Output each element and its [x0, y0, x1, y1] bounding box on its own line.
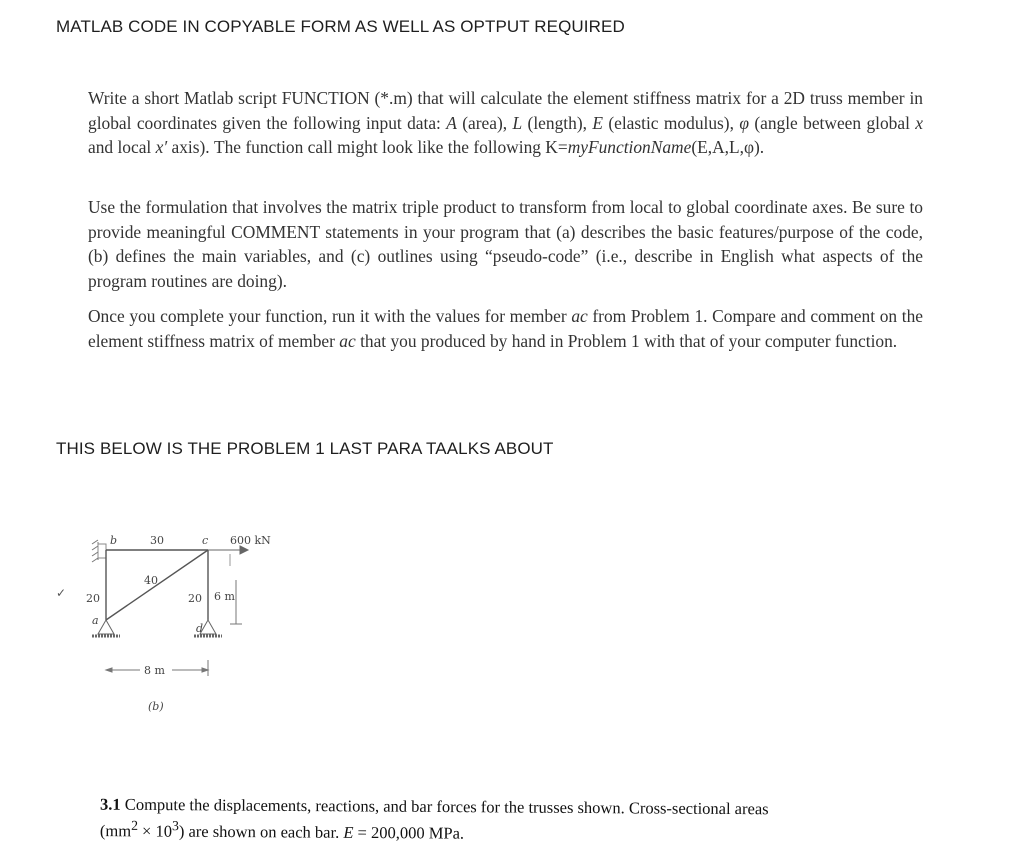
node-b-label: b: [110, 534, 118, 547]
paragraph-3: [88, 304, 923, 353]
p1-var-l: L: [512, 112, 523, 133]
figure-b-label: (b): [148, 700, 164, 713]
problem-heading: THIS BELOW IS THE PROBLEM 1 LAST PARA TAALKS ABOUT: [56, 439, 554, 458]
p1-var-a: A: [446, 112, 457, 133]
p1-var-x: x: [915, 112, 924, 133]
p1-function-name: myFunctionName: [567, 137, 692, 157]
p1-text-d: (elastic modulus),: [602, 112, 740, 133]
truss-figure: [62, 520, 320, 720]
p3-member-ac-2: ac: [339, 330, 356, 351]
p1-text-a: Write a short Matlab script FUNCTION (*.m) that will calculate the element stiffness matrix for a 2D truss member in global coordinates given the following input data:: [88, 88, 923, 133]
p1-text-g: axis). The function call might look like the following K=: [167, 137, 568, 157]
p1-text-e: (angle between global: [748, 112, 916, 133]
p3-text-c: that you produced by hand in Problem 1 with that of your computer function.: [355, 330, 898, 351]
caption-text-a: Compute the displacements, reactions, and bar forces for the trusses shown. Cross-sectional areas (mm: [99, 794, 769, 841]
width-label: 8 m: [144, 664, 165, 677]
top-heading: MATLAB CODE IN COPYABLE FORM AS WELL AS OPTPUT REQUIRED: [56, 17, 625, 36]
area-top-label: 30: [150, 534, 164, 547]
wall-support: [92, 540, 106, 562]
node-a-label: a: [92, 614, 99, 627]
p1-text-f: and local: [88, 137, 156, 157]
load-label: 600 kN: [230, 534, 271, 547]
caption-number: 3.1: [100, 794, 121, 814]
caption-text-d: = 200,000 MPa.: [353, 822, 465, 843]
stray-mark: ✓: [56, 586, 67, 600]
paragraph-1: [88, 86, 923, 160]
load-arrow: [208, 546, 248, 566]
caption-sup-3: 3: [172, 818, 179, 834]
paragraph-2: Use the formulation that involves the matrix triple product to transform from local to global coordinate axes. Be sure to provide meaningful COMMENT statements in your program that (a) describes the basic features/purpose of the code, (b) defines the main variables, and (c) outlines using “pseudo-code” (i.e., describe in English what aspects of the program routines are doing).: [88, 197, 923, 291]
p3-text-a: Once you complete your function, run it with the values for member: [88, 306, 572, 326]
area-diag-label: 40: [144, 574, 158, 587]
area-left-label: 20: [86, 592, 100, 605]
p3-member-ac-1: ac: [571, 306, 588, 326]
p1-var-phi: φ: [739, 112, 749, 133]
area-right-label: 20: [188, 592, 202, 605]
caption-var-e: E: [343, 822, 354, 842]
truss-diagram: [62, 520, 320, 720]
p1-text-c: (length),: [522, 112, 593, 133]
p1-var-e: E: [592, 112, 603, 133]
p1-text-b: (area),: [456, 112, 513, 133]
caption-sup-2: 2: [131, 817, 139, 833]
caption-text-b: × 10: [137, 821, 173, 841]
node-c-label: c: [202, 534, 209, 547]
p1-var-xprime: x′: [155, 137, 168, 157]
p1-text-h: (E,A,L,φ).: [691, 137, 765, 157]
p3-text-b: from Problem 1. Compare and comment on the element stiffness matrix of member: [88, 306, 923, 351]
height-label: 6 m: [214, 590, 235, 603]
caption-text-c: ) are shown on each bar.: [178, 821, 344, 842]
node-d-label: d: [196, 622, 204, 635]
problem-caption: [100, 794, 780, 846]
